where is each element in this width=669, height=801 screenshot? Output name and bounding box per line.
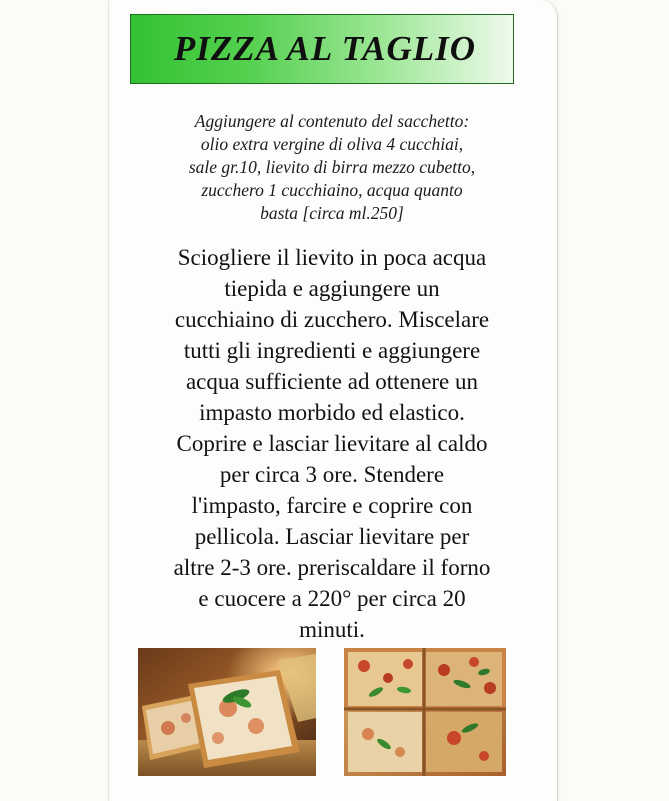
- instructions-text: [124, 242, 540, 645]
- ingredients-line: basta [circa ml.250]: [260, 203, 404, 223]
- instructions-line: tiepida e aggiungere un: [224, 276, 440, 301]
- instructions-line: tutti gli ingredienti e aggiungere: [183, 338, 481, 363]
- pizza-tray-photo: [344, 648, 506, 776]
- instructions-line: e cuocere a 220° per circa 20: [198, 586, 466, 611]
- ingredients-line: Aggiungere al contenuto del sacchetto:: [194, 111, 470, 131]
- instructions-line: altre 2-3 ore. preriscaldare il forno: [173, 555, 491, 580]
- instructions-line: Sciogliere il lievito in poca acqua: [177, 245, 487, 270]
- instructions-line: acqua sufficiente ad ottenere un: [185, 369, 479, 394]
- instructions-line: l'impasto, farcire e coprire con: [191, 493, 473, 518]
- page-title: PIZZA AL TAGLIO: [173, 29, 477, 68]
- pizza-slices-photo: [138, 648, 316, 776]
- ingredients-line: zucchero 1 cucchiaino, acqua quanto: [201, 180, 463, 200]
- instructions-line: minuti.: [299, 617, 365, 642]
- ingredients-line: olio extra vergine di oliva 4 cucchiai,: [200, 134, 464, 154]
- ingredients-text: [130, 110, 534, 225]
- instructions-line: pellicola. Lasciar lievitare per: [194, 524, 470, 549]
- instructions-line: per circa 3 ore. Stendere: [219, 462, 445, 487]
- instructions-line: cucchiaino di zucchero. Miscelare: [174, 307, 490, 332]
- instructions-line: impasto morbido ed elastico.: [199, 400, 465, 425]
- ingredients-line: sale gr.10, lievito di birra mezzo cubetto,: [188, 157, 476, 177]
- title-banner: [130, 14, 514, 84]
- instructions-line: Coprire e lasciar lievitare al caldo: [176, 431, 488, 456]
